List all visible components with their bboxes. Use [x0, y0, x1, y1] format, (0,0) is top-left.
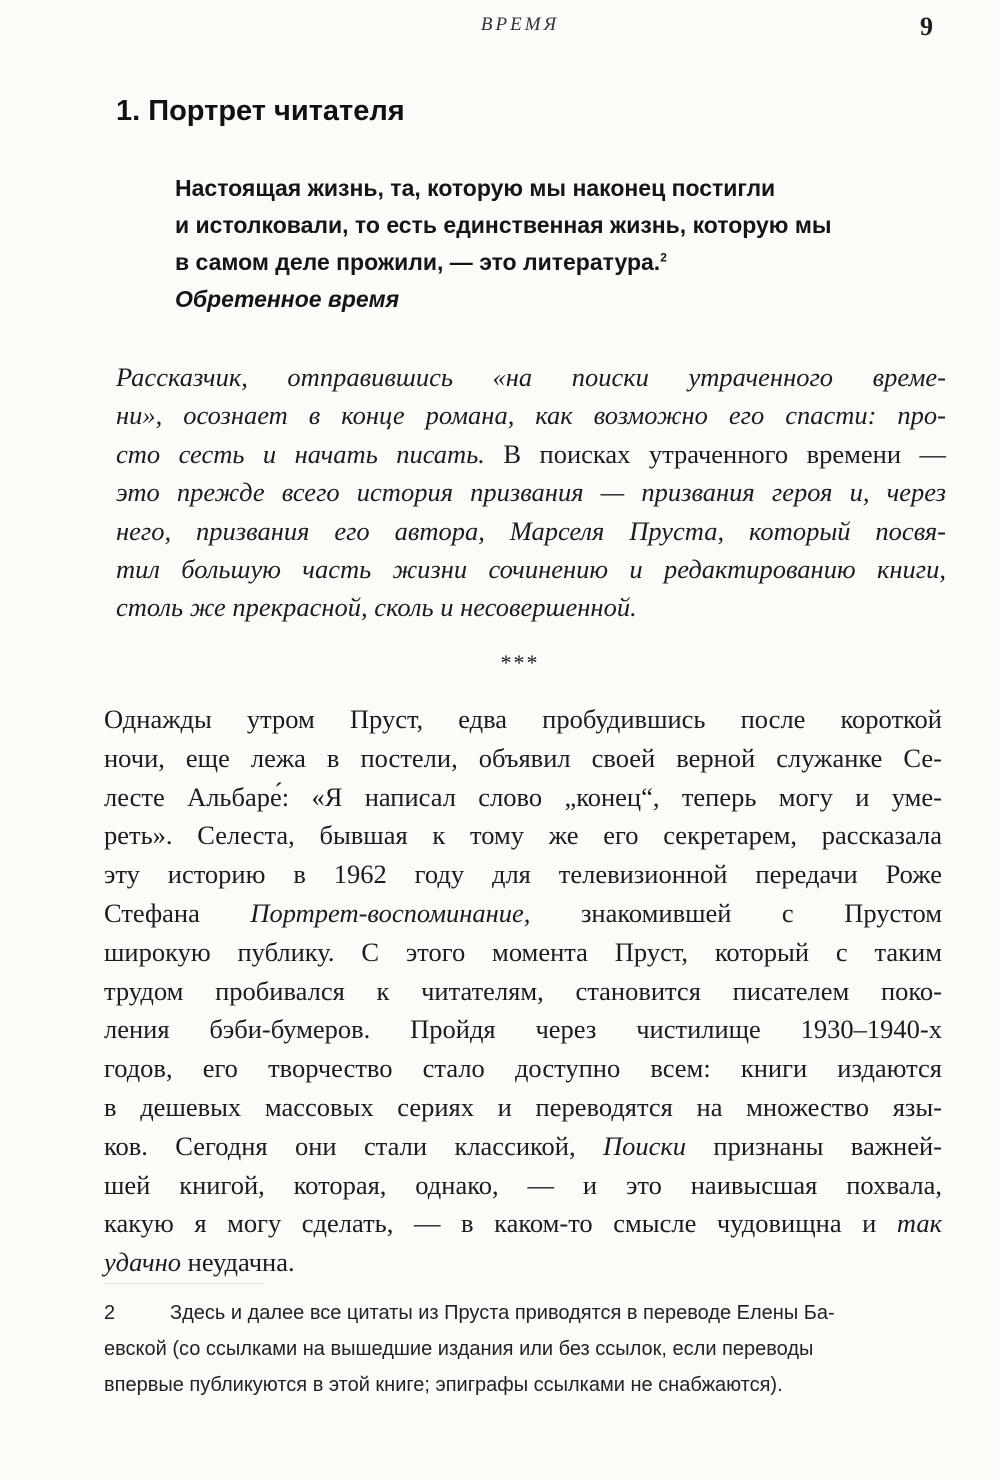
tv-program-title: Портрет-воспоминание,	[250, 897, 531, 928]
body-line: Однажды утром Пруст, едва пробудившись после короткой	[104, 704, 942, 734]
body-line: широкую публику. С этого момента Пруст, который с таким	[104, 936, 942, 967]
body-line	[104, 1243, 942, 1282]
body-line: лесте Альбаре́: «Я написал слово „конец“, теперь могу и уме-	[104, 781, 942, 812]
lead-line	[116, 435, 946, 473]
body-paragraph	[104, 700, 942, 1282]
body-line-text: признаны важней-	[686, 1130, 942, 1161]
epigraph	[175, 170, 965, 318]
epigraph-source: Обретенное время	[175, 286, 400, 312]
footnote-number: 2	[104, 1302, 116, 1324]
epigraph-line: Настоящая жизнь, та, которую мы наконец постигли	[175, 175, 776, 201]
emphasis: так	[896, 1208, 942, 1239]
body-line	[104, 1127, 942, 1166]
lead-line: Рассказчик, отправившись «на поиски утраченного време-	[116, 362, 946, 392]
emphasis: удачно	[104, 1247, 182, 1278]
footnote-line: евской (со ссылками на вышедшие издания или без ссылок, если переводы	[104, 1338, 814, 1360]
body-line: трудом пробивался к читателям, становится писателем поко-	[104, 975, 942, 1006]
lead-line: это прежде всего история призвания — призвания героя и, через	[116, 477, 946, 508]
body-line-text: ков. Сегодня они стали классикой,	[104, 1130, 603, 1161]
book-title-upright: В поисках утраченного времени —	[484, 438, 947, 469]
lead-line: него, призвания его автора, Марселя Пруста, который посвя-	[116, 515, 946, 546]
body-line	[104, 1204, 942, 1243]
running-header	[0, 12, 1000, 42]
lead-paragraph	[116, 358, 946, 627]
body-line: эту историю в 1962 году для телевизионной передачи Роже	[104, 859, 942, 890]
running-title: ВРЕМЯ	[480, 14, 560, 35]
lead-line: ни», осознает в конце романа, как возможно его спасти: про-	[116, 400, 946, 431]
footnote	[104, 1295, 944, 1403]
chapter-title: 1. Портрет читателя	[116, 95, 405, 127]
lead-line: тил большую часть жизни сочинению и редактированию книги,	[116, 554, 946, 585]
page-number: 9	[920, 12, 933, 41]
epigraph-line: и истолковали, то есть единственная жизнь, которую мы	[175, 212, 832, 238]
section-separator: ***	[500, 650, 540, 675]
footnote-line: впервые публикуются в этой книге; эпиграфы ссылками не снабжаются).	[104, 1374, 783, 1396]
body-line: реть». Селеста, бывшая к тому же его секретарем, рассказала	[104, 820, 942, 851]
body-line-text: знакомившей с Прустом	[530, 897, 942, 928]
footnote-line	[104, 1295, 944, 1331]
body-line: годов, его творчество стало доступно всем: книги издаются	[104, 1053, 942, 1084]
body-line	[104, 894, 942, 933]
body-line-text: какую я могу сделать, — в каком-то смысле чудовищна и	[104, 1208, 897, 1239]
body-line: в дешевых массовых сериях и переводятся на множество язы-	[104, 1091, 942, 1122]
lead-line: столь же прекрасной, сколь и несовершенной.	[116, 592, 637, 623]
epigraph-line-text: в самом деле прожили, — это литература.	[175, 249, 661, 275]
footnote-line-text: Здесь и далее все цитаты из Пруста приводятся в переводе Елены Ба-	[170, 1302, 835, 1324]
body-line-text: неудачна.	[181, 1247, 295, 1278]
body-line-text: Стефана	[104, 897, 251, 928]
body-line: шей книгой, которая, однако, — и это наивысшая похвала,	[104, 1169, 942, 1200]
body-line: ночи, еще лежа в постели, объявил своей верной служанке Се-	[104, 742, 942, 773]
body-line: ления бэби-бумеров. Пройдя через чистилище 1930–1940-х	[104, 1014, 942, 1045]
lead-line-text: сто сесть и начать писать.	[116, 438, 485, 469]
footnote-reference: 2	[660, 250, 667, 265]
epigraph-line	[175, 244, 965, 281]
footnote-divider	[104, 1283, 264, 1284]
book-title-italic: Поиски	[602, 1130, 687, 1161]
